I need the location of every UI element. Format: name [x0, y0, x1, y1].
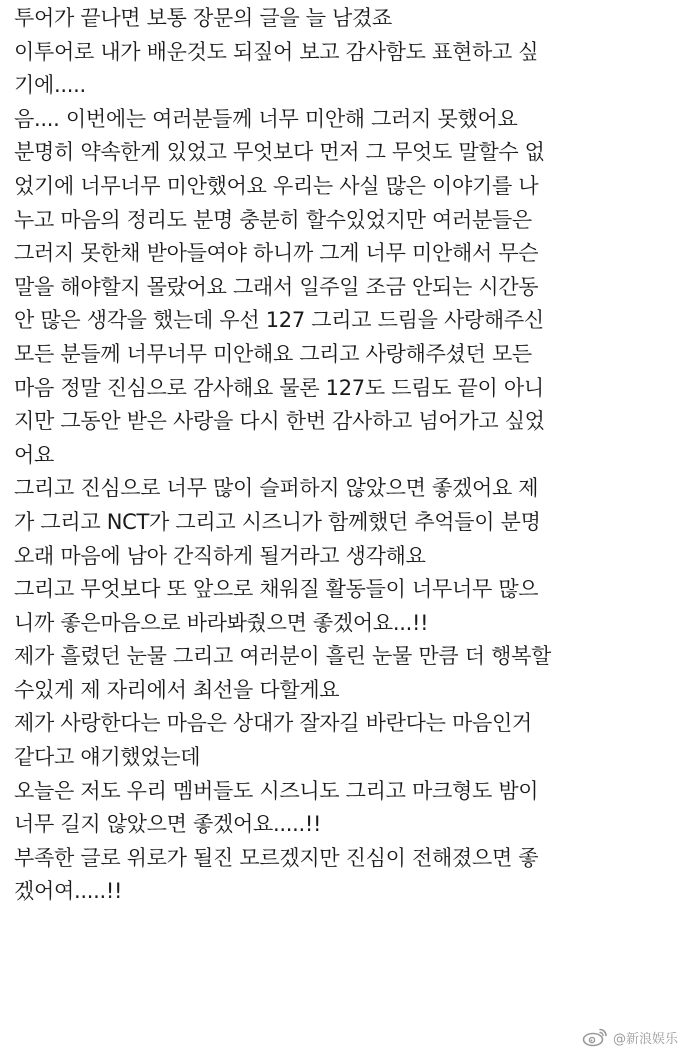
text-line: 그리고 무엇보다 또 앞으로 채워질 활동들이 너무너무 많으 [14, 577, 539, 602]
text-line: 말을 해야할지 몰랐어요 그래서 일주일 조금 안되는 시간동 [14, 274, 539, 299]
text-line: 겠어여.....!! [14, 879, 123, 904]
text-line: 너무 길지 않았으면 좋겠어요.....!! [14, 812, 322, 837]
letter-text [14, 2, 680, 909]
text-line: 마음 정말 진심으로 감사해요 물론 127도 드림도 끝이 아니 [14, 375, 544, 400]
text-line: 같다고 얘기했었는데 [14, 745, 201, 770]
text-line: 오늘은 저도 우리 멤버들도 시즈니도 그리고 마크형도 밤이 [14, 778, 539, 803]
text-line: 니까 좋은마음으로 바라봐줬으면 좋겠어요...!! [14, 610, 429, 635]
text-line: 그러지 못한채 받아들여야 하니까 그게 너무 미안해서 무슨 [14, 241, 539, 266]
text-line: 이투어로 내가 배운것도 되짚어 보고 감사함도 표현하고 싶 [14, 39, 539, 64]
text-line: 지만 그동안 받은 사랑을 다시 한번 감사하고 넘어가고 싶었 [14, 409, 545, 434]
text-line: 부족한 글로 위로가 될진 모르겠지만 진심이 전해졌으면 좋 [14, 845, 539, 870]
text-line: 누고 마음의 정리도 분명 충분히 할수있었지만 여러분들은 [14, 207, 532, 232]
text-line: 가 그리고 NCT가 그리고 시즈니가 함께했던 추억들이 분명 [14, 509, 541, 534]
text-line: 모든 분들께 너무너무 미안해요 그리고 사랑해주셨던 모든 [14, 341, 532, 366]
text-line: 었기에 너무너무 미안했어요 우리는 사실 많은 이야기를 나 [14, 173, 539, 198]
watermark-text: @新浪娱乐 [612, 1031, 678, 1047]
text-line: 분명히 약속한게 있었고 무엇보다 먼저 그 무엇도 말할수 없 [14, 140, 545, 165]
text-line: 안 많은 생각을 했는데 우선 127 그리고 드림을 사랑해주신 [14, 308, 544, 333]
text-line: 제가 사랑한다는 마음은 상대가 잘자길 바란다는 마음인거 [14, 711, 532, 736]
text-line: 투어가 끝나면 보통 장문의 글을 늘 남겼죠 [14, 6, 393, 30]
text-line: 기에..... [14, 73, 86, 98]
watermark [582, 1027, 678, 1047]
text-line: 음.... 이번에는 여러분들께 너무 미안해 그러지 못했어요 [14, 106, 518, 131]
text-line: 그리고 진심으로 너무 많이 슬퍼하지 않았으면 좋겠어요 제 [14, 476, 539, 501]
text-line: 오래 마음에 남아 간직하게 될거라고 생각해요 [14, 543, 426, 568]
text-line: 어요 [14, 442, 54, 467]
text-line: 제가 흘렸던 눈물 그리고 여러분이 흘린 눈물 만큼 더 행복할 [14, 644, 552, 669]
text-line: 수있게 제 자리에서 최선을 다할게요 [14, 677, 340, 702]
weibo-logo-icon [582, 1027, 608, 1047]
